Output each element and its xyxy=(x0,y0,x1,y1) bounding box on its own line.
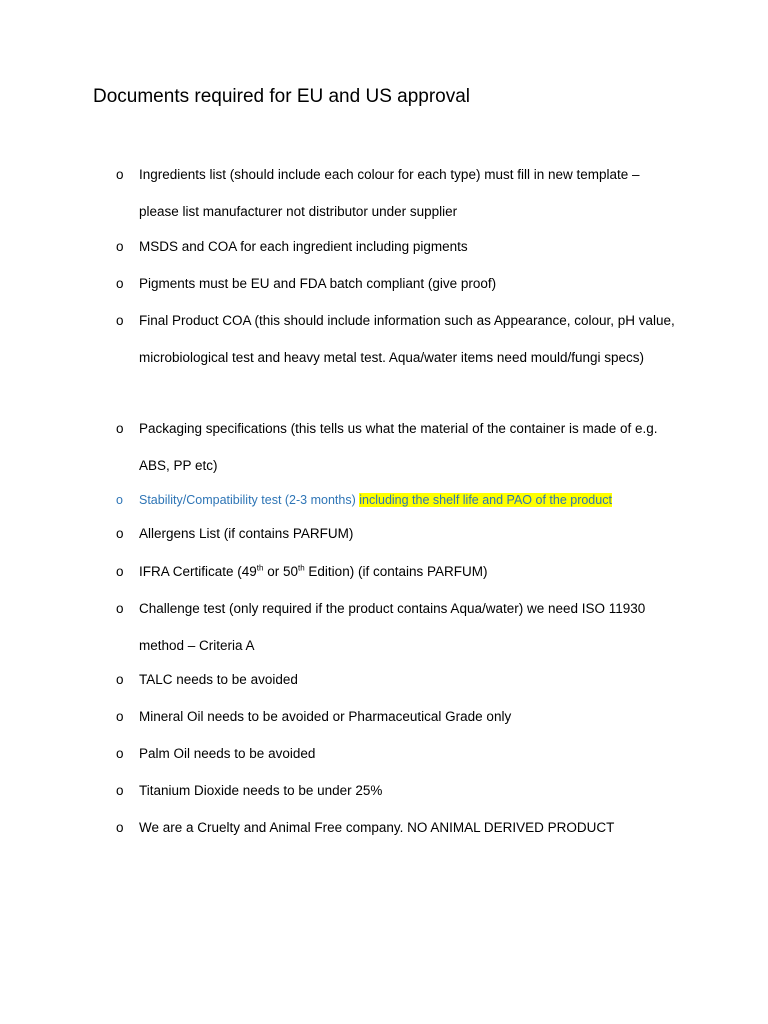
bullet-icon: o xyxy=(116,421,124,436)
list-item-text: Ingredients list (should include each colour for each type) must fill in new template – please list manufacturer not distributor under supplier xyxy=(139,167,640,219)
list-item-text: We are a Cruelty and Animal Free company. NO ANIMAL DERIVED PRODUCT xyxy=(139,820,615,835)
list-item-text: Final Product COA (this should include information such as Appearance, colour, pH value, microbiological test and heavy metal test. Aqua/water items need mould/fungi specs) xyxy=(139,313,675,365)
ifra-text-part: or 50 xyxy=(263,564,298,579)
list-item-text: Challenge test (only required if the product contains Aqua/water) we need ISO 11930 method – Criteria A xyxy=(139,601,646,653)
document-title: Documents required for EU and US approval xyxy=(93,86,471,107)
bullet-icon: o xyxy=(116,601,124,616)
list-item-text: Palm Oil needs to be avoided xyxy=(139,746,316,761)
bullet-icon: o xyxy=(116,746,124,761)
bullet-icon: o xyxy=(116,313,124,328)
bullet-icon: o xyxy=(116,820,124,835)
list-item-text: Allergens List (if contains PARFUM) xyxy=(139,526,354,541)
list-item-text xyxy=(139,482,676,519)
list-item-text: Mineral Oil needs to be avoided or Pharmaceutical Grade only xyxy=(139,709,512,724)
bullet-icon: o xyxy=(116,783,124,798)
ifra-text-part: IFRA Certificate (49 xyxy=(139,564,257,579)
list-item-text: Packaging specifications (this tells us what the material of the container is made of e.g. ABS, PP etc) xyxy=(139,421,658,473)
bullet-icon: o xyxy=(116,276,124,291)
bullet-icon: o xyxy=(116,672,124,687)
list-item-text: Pigments must be EU and FDA batch compliant (give proof) xyxy=(139,276,497,291)
bullet-icon: o xyxy=(116,709,124,724)
ordinal-suffix: th xyxy=(256,563,264,573)
bullet-icon: o xyxy=(116,167,124,182)
list-item-text: MSDS and COA for each ingredient including pigments xyxy=(139,239,468,254)
list-item-text xyxy=(139,554,676,591)
list-item-text: Titanium Dioxide needs to be under 25% xyxy=(139,783,383,798)
stability-text: Stability/Compatibility test (2-3 months) xyxy=(139,493,356,507)
ordinal-suffix: th xyxy=(298,563,305,573)
highlighted-text: including the shelf life and PAO of the product xyxy=(359,493,612,507)
bullet-icon: o xyxy=(116,239,124,254)
list-item-text: TALC needs to be avoided xyxy=(139,672,298,687)
bullet-icon: o xyxy=(116,526,124,541)
bullet-icon: o xyxy=(116,564,124,579)
ifra-text-part: Edition) (if contains PARFUM) xyxy=(304,564,488,579)
bullet-icon: o xyxy=(116,493,123,507)
